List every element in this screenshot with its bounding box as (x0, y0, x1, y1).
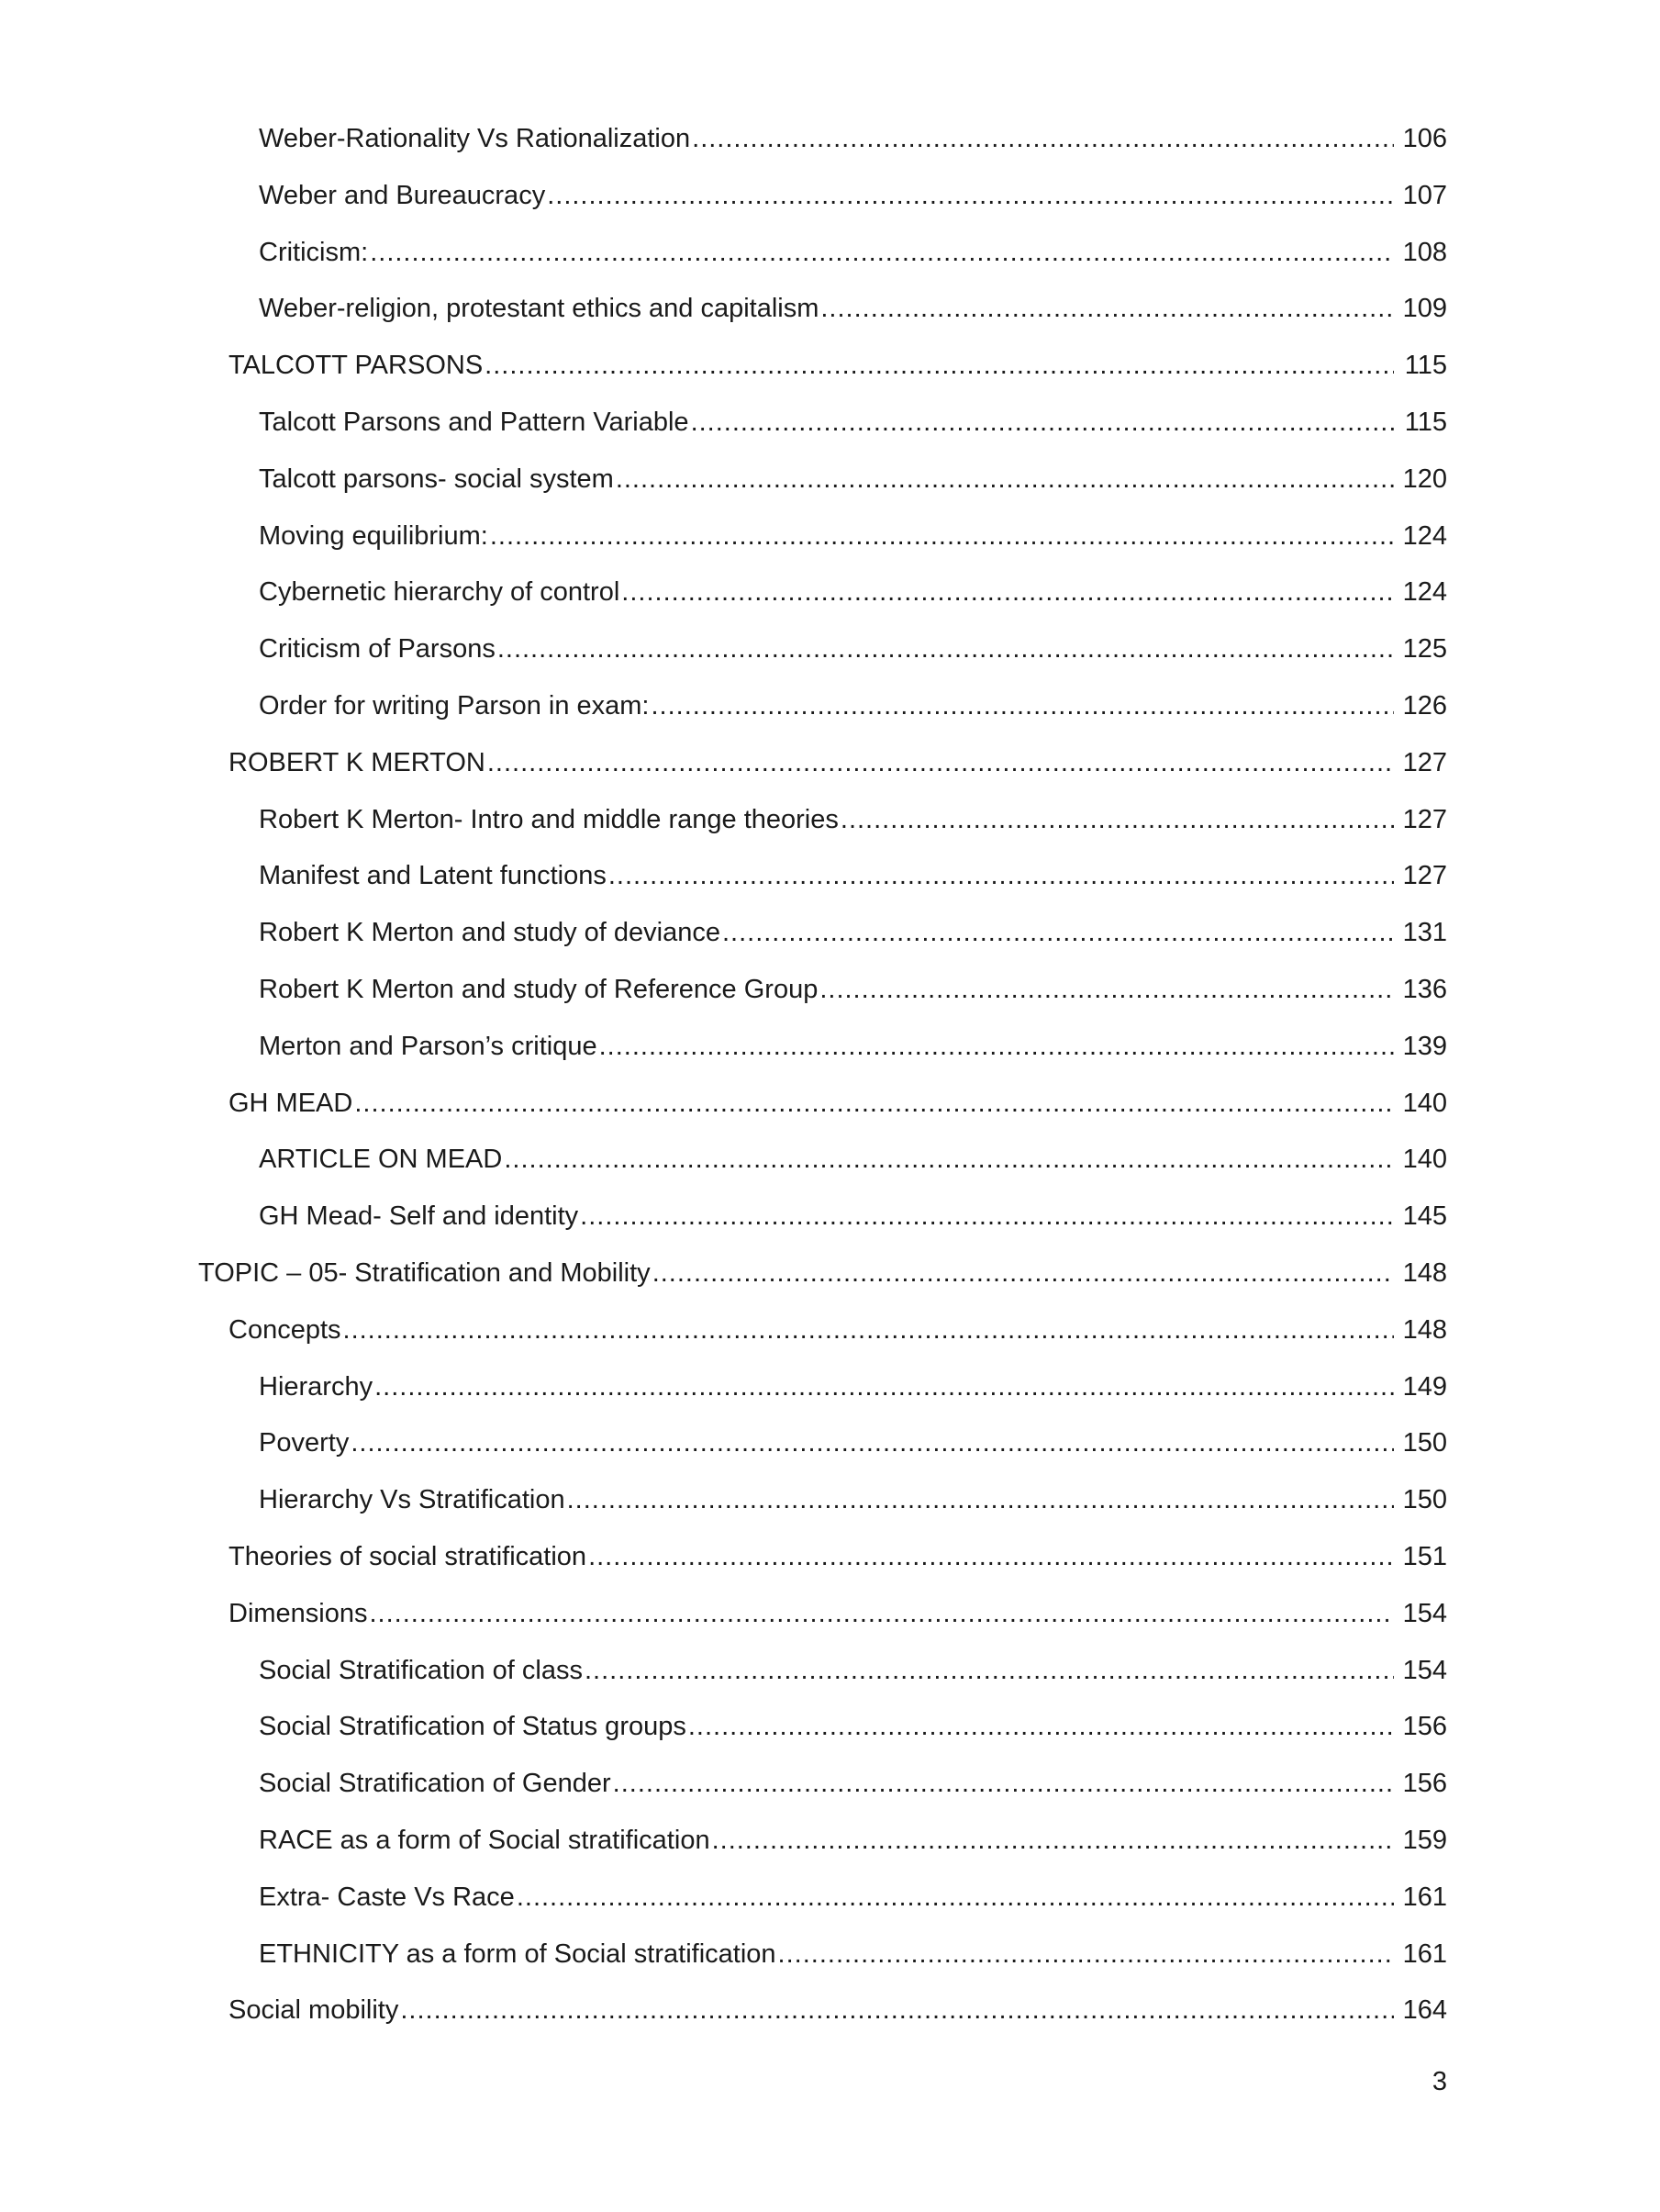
toc-entry-page: 156 (1402, 1712, 1447, 1742)
toc-entry[interactable] (0, 1823, 1660, 1880)
toc-dot-leader (712, 1823, 1394, 1858)
toc-dot-leader (613, 1766, 1394, 1801)
toc-entry-title: Extra- Caste Vs Race (259, 1882, 515, 1912)
toc-entry-page: 161 (1402, 1882, 1447, 1912)
toc-dot-leader (819, 972, 1394, 1007)
toc-entry[interactable] (0, 1199, 1660, 1256)
toc-entry-page: 150 (1402, 1485, 1447, 1515)
toc-entry-page: 145 (1402, 1201, 1447, 1232)
toc-dot-leader (497, 631, 1394, 666)
toc-entry-page: 156 (1402, 1769, 1447, 1799)
toc-entry-title: Hierarchy Vs Stratification (259, 1485, 565, 1515)
toc-entry[interactable] (0, 1539, 1660, 1596)
toc-entry[interactable] (0, 462, 1660, 519)
toc-dot-leader (651, 688, 1394, 723)
toc-dot-leader (616, 462, 1394, 497)
toc-entry-title: Robert K Merton- Intro and middle range theories (259, 804, 839, 834)
toc-entry-page: 148 (1402, 1314, 1447, 1345)
toc-dot-leader (778, 1937, 1394, 1972)
toc-dot-leader (585, 1653, 1394, 1688)
toc-dot-leader (691, 405, 1394, 440)
toc-entry[interactable] (0, 1482, 1660, 1539)
toc-entry-title: Hierarchy (259, 1371, 373, 1402)
toc-entry-title: Robert K Merton and study of Reference Group (259, 974, 819, 1004)
toc-dot-leader (370, 235, 1394, 270)
toc-entry[interactable] (0, 858, 1660, 915)
toc-entry[interactable] (0, 1256, 1660, 1313)
toc-dot-leader (841, 802, 1394, 837)
toc-entry[interactable] (0, 405, 1660, 462)
toc-entry-title: Talcott Parsons and Pattern Variable (259, 407, 689, 437)
toc-entry-page: 136 (1402, 974, 1447, 1004)
toc-entry-title: Social Stratification of Gender (259, 1769, 611, 1799)
toc-entry[interactable] (0, 575, 1660, 631)
toc-entry[interactable] (0, 1029, 1660, 1086)
toc-entry-title: Weber and Bureaucracy (259, 180, 546, 210)
toc-entry[interactable] (0, 1937, 1660, 1994)
toc-entry[interactable] (0, 1766, 1660, 1823)
toc-entry-page: 154 (1402, 1598, 1447, 1628)
toc-entry[interactable] (0, 291, 1660, 348)
toc-dot-leader (374, 1369, 1394, 1404)
toc-entry-page: 115 (1404, 407, 1447, 437)
toc-entry[interactable] (0, 1086, 1660, 1143)
toc-entry-title: ETHNICITY as a form of Social stratification (259, 1938, 776, 1969)
toc-entry[interactable] (0, 348, 1660, 405)
toc-entry-page: 127 (1402, 804, 1447, 834)
toc-dot-leader (400, 1993, 1394, 2028)
toc-entry[interactable] (0, 1709, 1660, 1766)
toc-entry-page: 161 (1402, 1938, 1447, 1969)
toc-entry-title: ROBERT K MERTON (228, 747, 485, 777)
toc-entry-title: Poverty (259, 1428, 350, 1458)
toc-dot-leader (490, 519, 1394, 553)
toc-entry-page: 150 (1402, 1428, 1447, 1458)
toc-dot-leader (547, 178, 1394, 213)
toc-entry-title: Robert K Merton and study of deviance (259, 918, 720, 948)
toc-entry-title: Talcott parsons- social system (259, 464, 614, 494)
toc-entry[interactable] (0, 1313, 1660, 1369)
toc-entry-title: Criticism: (259, 237, 369, 267)
toc-dot-leader (599, 1029, 1394, 1064)
toc-entry-page: 148 (1402, 1257, 1447, 1288)
toc-entry-page: 131 (1402, 918, 1447, 948)
toc-dot-leader (370, 1596, 1395, 1631)
toc-dot-leader (580, 1199, 1394, 1234)
toc-dot-leader (608, 858, 1394, 893)
toc-entry-page: 164 (1402, 1995, 1447, 2026)
toc-dot-leader (652, 1256, 1394, 1290)
toc-entry-title: GH Mead- Self and identity (259, 1201, 579, 1232)
toc-entry[interactable] (0, 121, 1660, 178)
toc-entry-page: 125 (1402, 634, 1447, 665)
toc-dot-leader (504, 1142, 1394, 1177)
toc-entry-title: TALCOTT PARSONS (228, 351, 484, 381)
toc-entry-title: Weber-religion, protestant ethics and capitalism (259, 294, 819, 324)
toc-entry-page: 109 (1402, 294, 1447, 324)
toc-entry-page: 126 (1402, 690, 1447, 721)
table-of-contents (0, 121, 1660, 2050)
toc-dot-leader (351, 1425, 1394, 1460)
toc-entry-title: GH MEAD (228, 1088, 353, 1118)
toc-entry-title: RACE as a form of Social stratification (259, 1825, 710, 1855)
toc-entry[interactable] (0, 1880, 1660, 1937)
toc-entry-page: 106 (1402, 124, 1447, 153)
toc-entry-title: Concepts (228, 1314, 341, 1345)
toc-dot-leader (487, 745, 1394, 780)
toc-entry-page: 107 (1402, 180, 1447, 210)
toc-entry-page: 154 (1402, 1655, 1447, 1685)
toc-entry[interactable] (0, 1993, 1660, 2050)
toc-entry-title: Merton and Parson’s critique (259, 1031, 597, 1061)
toc-dot-leader (567, 1482, 1394, 1517)
toc-entry-page: 149 (1402, 1371, 1447, 1402)
toc-entry[interactable] (0, 1369, 1660, 1426)
toc-entry[interactable] (0, 915, 1660, 972)
toc-entry-title: Order for writing Parson in exam: (259, 690, 650, 721)
toc-entry[interactable] (0, 972, 1660, 1029)
toc-entry-page: 127 (1402, 861, 1447, 891)
toc-entry[interactable] (0, 1142, 1660, 1199)
page-number: 3 (1432, 2067, 1447, 2096)
toc-entry-page: 108 (1402, 237, 1447, 267)
toc-dot-leader (692, 121, 1394, 156)
toc-entry-title: Dimensions (228, 1598, 368, 1628)
toc-dot-leader (820, 291, 1394, 326)
toc-entry[interactable] (0, 1425, 1660, 1482)
toc-entry-page: 127 (1402, 747, 1447, 777)
toc-dot-leader (588, 1539, 1394, 1574)
toc-entry-page: 139 (1402, 1031, 1447, 1061)
toc-dot-leader (722, 915, 1394, 950)
toc-dot-leader (343, 1313, 1394, 1347)
toc-entry-title: ARTICLE ON MEAD (259, 1145, 503, 1175)
toc-entry-title: Social mobility (228, 1995, 399, 2026)
toc-entry-title: Weber-Rationality Vs Rationalization (259, 124, 691, 153)
toc-entry[interactable] (0, 1653, 1660, 1710)
toc-entry-page: 115 (1404, 351, 1447, 381)
toc-entry-title: Moving equilibrium: (259, 520, 488, 551)
toc-entry-title: Social Stratification of Status groups (259, 1712, 686, 1742)
toc-entry-title: Criticism of Parsons (259, 634, 496, 665)
toc-entry-title: Cybernetic hierarchy of control (259, 577, 620, 608)
toc-entry-title: Social Stratification of class (259, 1655, 583, 1685)
toc-entry-page: 140 (1402, 1145, 1447, 1175)
toc-entry[interactable] (0, 745, 1660, 802)
toc-dot-leader (485, 348, 1394, 383)
toc-entry[interactable] (0, 802, 1660, 859)
toc-entry[interactable] (0, 178, 1660, 235)
toc-entry[interactable] (0, 631, 1660, 688)
toc-entry-page: 124 (1402, 520, 1447, 551)
toc-dot-leader (517, 1880, 1394, 1915)
toc-entry-title: Manifest and Latent functions (259, 861, 607, 891)
toc-entry-page: 151 (1402, 1541, 1447, 1571)
toc-dot-leader (354, 1086, 1394, 1121)
toc-entry-title: Theories of social stratification (228, 1541, 587, 1571)
toc-entry-page: 120 (1402, 464, 1447, 494)
toc-entry-page: 124 (1402, 577, 1447, 608)
toc-entry[interactable] (0, 519, 1660, 575)
toc-entry[interactable] (0, 235, 1660, 292)
toc-entry[interactable] (0, 688, 1660, 745)
toc-entry-page: 140 (1402, 1088, 1447, 1118)
toc-dot-leader (688, 1709, 1394, 1744)
toc-entry-page: 159 (1402, 1825, 1447, 1855)
toc-entry[interactable] (0, 1596, 1660, 1653)
toc-dot-leader (621, 575, 1394, 609)
toc-entry-title: TOPIC – 05- Stratification and Mobility (198, 1257, 651, 1288)
